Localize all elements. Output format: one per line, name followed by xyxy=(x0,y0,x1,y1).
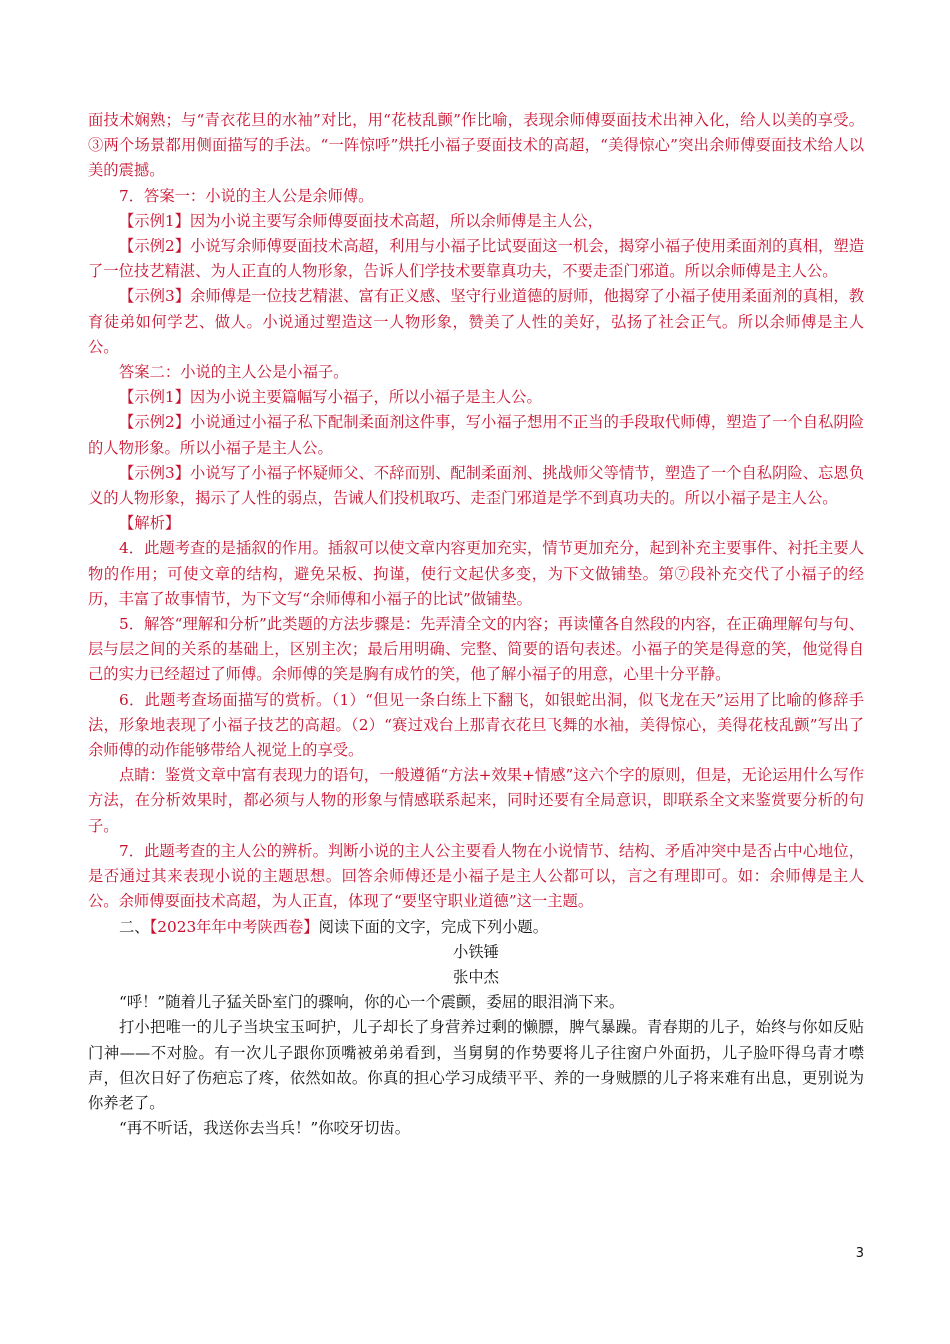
story-paragraph-3: “再不听话，我送你去当兵！”你咬牙切齿。 xyxy=(119,1119,410,1138)
page-number: 3 xyxy=(855,1246,864,1261)
section-2-prefix: 二、 xyxy=(119,917,150,936)
story-author: 张中杰 xyxy=(453,967,499,986)
story-paragraph-1: “呼！”随着儿子猛关卧室门的骤响，你的心一个震颤，委屈的眼泪淌下来。 xyxy=(119,993,625,1012)
analysis-tip: 点睛：鉴赏文章中富有表现力的语句，一般遵循“方法+效果+情感”这六个字的原则，但是，无论运用什么写作方法，在分析效果时，都必须与人物的形象与情感联系起来，同时还要有全局意识，即联系全文来鉴赏要分析的句子。 xyxy=(88,766,864,835)
answer-7-option-2: 答案二：小说的主人公是小福子。 xyxy=(119,363,349,382)
answer-7-option-2-example-3: 【示例3】小说写了小福子怀疑师父、不辞而别、配制柔面剂、挑战师父等情节，塑造了一个自私阴险、忘恩负义的人物形象，揭示了人性的弱点，告诫人们投机取巧、走歪门邪道是学不到真功夫的。所以小福子是主人公。 xyxy=(88,463,864,508)
section-2-source: 【2023年年中考陕西卷】 xyxy=(149,917,319,936)
answer-7-example-2: 【示例2】小说写余师傅耍面技术高超，利用与小福子比试耍面这一机会，揭穿小福子使用柔面剂的真相，塑造了一位技艺精湛、为人正直的人物形象，告诉人们学技术要靠真功夫，不要走歪门邪道。所以余师傅是主人公。 xyxy=(88,237,864,281)
story-title: 小铁锤 xyxy=(453,942,499,961)
answer-7-example-3: 【示例3】余师傅是一位技艺精湛、富有正义感、坚守行业道德的厨师，他揭穿了小福子使用柔面剂的真相，教育徒弟如何学艺、做人。小说通过塑造这一人物形象，赞美了人性的美好，弘扬了社会正气。所以余师傅是主人公。 xyxy=(88,287,864,356)
answer-7-option-2-example-2: 【示例2】小说通过小福子私下配制柔面剂这件事，写小福子想用不正当的手段取代师傅，塑造了一个自私阴险的人物形象。所以小福子是主人公。 xyxy=(88,413,864,457)
answer-7-option-2-example-1: 【示例1】因为小说主要篇幅写小福子，所以小福子是主人公。 xyxy=(119,388,542,407)
answer-7-option-1: 7．答案一：小说的主人公是余师傅。 xyxy=(119,186,374,205)
analysis-question-6: 6．此题考查场面描写的赏析。（1）“但见一条白练上下翻飞，如银蛇出洞，似飞龙在天”运用了比喻的修辞手法，形象地表现了小福子技艺的高超。（2）“赛过戏台上那青衣花旦飞舞的水袖，美得惊心，美得花枝乱颤”写出了余师傅的动作能够带给人视觉上的享受。 xyxy=(88,690,864,760)
analysis-question-7: 7．此题考查的主人公的辨析。判断小说的主人公主要看人物在小说情节、结构、矛盾冲突中是否占中心地位，是否通过其来表现小说的主题思想。回答余师傅还是小福子是主人公都可以，言之有理即可。如：余师傅是主人公。余师傅耍面技术高超，为人正直，体现了“要坚守职业道德”这一主题。 xyxy=(88,841,864,911)
answer-paragraph-continued: 面技术娴熟；与“青衣花旦的水袖”对比，用“花枝乱颤”作比喻，表现余师傅耍面技术出神入化，给人以美的享受。③两个场景都用侧面描写的手法。“一阵惊呼”烘托小福子耍面技术的高超，“美得惊心”突出余师傅耍面技术给人以美的震撼。 xyxy=(88,111,864,180)
answer-7-example-1: 【示例1】因为小说主要写余师傅耍面技术高超，所以余师傅是主人公， xyxy=(119,211,603,230)
analysis-heading: 【解析】 xyxy=(119,514,181,533)
analysis-question-4: 4．此题考查的是插叙的作用。插叙可以使文章内容更加充实，情节更加充分，起到补充主要事件、衬托主要人物的作用；可使文章的结构，避免呆板、拘谨，使行文起伏多变，为下文做铺垫。第⑦段补充交代了小福子的经历，丰富了故事情节，为下文写“余师傅和小福子的比试”做铺垫。 xyxy=(88,539,864,608)
story-paragraph-2: 打小把唯一的儿子当块宝玉呵护，儿子却长了身营养过剩的懒膘，脾气暴躁。青春期的儿子，始终与你如反贴门神——不对脸。有一次儿子跟你顶嘴被弟弟看到，当舅舅的作势要将儿子往窗户外面扔，儿子脸吓得乌青才噤声，但次日好了伤疤忘了疼，依然如故。你真的担心学习成绩平平、养的一身贼膘的儿子将来难有出息，更别说为你养老了。 xyxy=(88,1018,864,1112)
section-2-instruction: 阅读下面的文字，完成下列小题。 xyxy=(318,917,549,936)
page-content xyxy=(88,108,864,1141)
analysis-question-5: 5．解答“理解和分析”此类题的方法步骤是：先弄清全文的内容；再读懂各自然段的内容，在正确理解句与句、层与层之间的关系的基础上，区别主次；最后用明确、完整、简要的语句表述。小福子的笑是得意的笑，他觉得自己的实力已经超过了师傅。余师傅的笑是胸有成竹的笑，他了解小福子的用意，心里十分平静。 xyxy=(88,615,864,684)
section-2-header xyxy=(88,915,864,940)
